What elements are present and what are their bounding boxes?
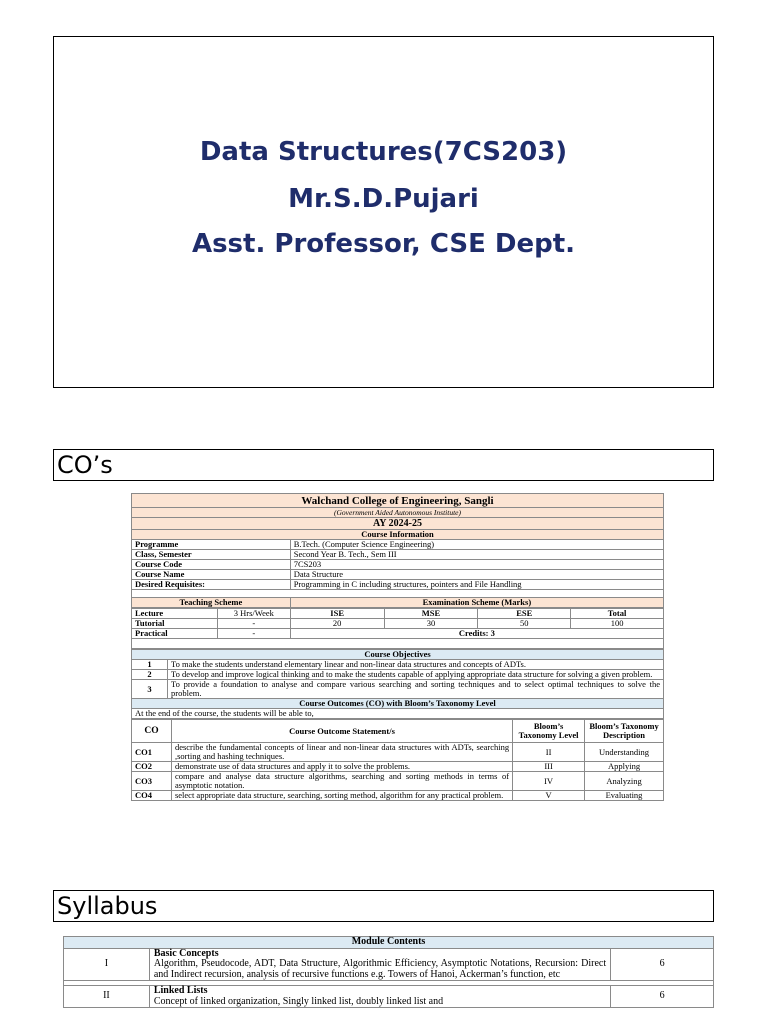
module-number: II xyxy=(64,986,150,1008)
outcome-level: II xyxy=(513,743,585,762)
syllabus-sheet xyxy=(63,936,714,1008)
outcome-description: Evaluating xyxy=(585,791,664,801)
teaching-label: Practical xyxy=(132,629,218,639)
teaching-label: Lecture xyxy=(132,609,218,619)
outcome-header-co: CO xyxy=(132,720,172,743)
title-slide xyxy=(53,36,714,388)
exam-header: ISE xyxy=(290,609,384,619)
syllabus-slide-header: Syllabus xyxy=(53,890,714,922)
objectives-title: Course Objectives xyxy=(132,650,664,660)
outcomes-table xyxy=(131,719,664,801)
outcome-level: V xyxy=(513,791,585,801)
exam-header: MSE xyxy=(384,609,478,619)
outcome-header-description: Bloom’s Taxonomy Description xyxy=(585,720,664,743)
exam-value: 20 xyxy=(290,619,384,629)
info-value: Data Structure xyxy=(290,570,663,580)
module-text: Concept of linked organization, Singly linked list, doubly linked list and xyxy=(153,995,444,1007)
instructor-name: Mr.S.D.Pujari xyxy=(288,184,479,214)
outcome-description: Analyzing xyxy=(585,772,664,791)
scheme-table xyxy=(131,608,664,649)
outcome-header-level: Bloom’s Taxonomy Level xyxy=(513,720,585,743)
syllabus-table xyxy=(63,936,714,1008)
outcome-level: IV xyxy=(513,772,585,791)
teaching-value: 3 Hrs/Week xyxy=(217,609,290,619)
objective-number: 3 xyxy=(132,680,168,699)
outcome-code: CO2 xyxy=(132,762,172,772)
course-information-sheet xyxy=(131,493,664,801)
course-title: Data Structures(7CS203) xyxy=(199,137,568,167)
exam-scheme-title: Examination Scheme (Marks) xyxy=(290,598,663,608)
college-name: Walchand College of Engineering, Sangli xyxy=(132,494,664,508)
info-value: Programming in C including structures, pointers and File Handling xyxy=(290,580,663,590)
info-value: B.Tech. (Computer Science Engineering) xyxy=(290,540,663,550)
exam-value: 100 xyxy=(571,619,664,629)
outcome-code: CO4 xyxy=(132,791,172,801)
academic-year: AY 2024-25 xyxy=(132,518,664,530)
outcome-code: CO3 xyxy=(132,772,172,791)
module-title: Linked Lists xyxy=(153,985,208,996)
exam-value: 30 xyxy=(384,619,478,629)
module-hours: 6 xyxy=(611,948,714,981)
info-label: Course Code xyxy=(132,560,291,570)
objective-number: 2 xyxy=(132,670,168,680)
outcome-text: describe the fundamental concepts of linear and non-linear data structures with ADTs, searching ,sorting and hashing techniques. xyxy=(171,743,512,762)
college-subtitle: (Government Aided Autonomous Institute) xyxy=(132,508,664,518)
module-number: I xyxy=(64,948,150,981)
outcome-header-statement: Course Outcome Statement/s xyxy=(171,720,512,743)
info-label: Desired Requisites: xyxy=(132,580,291,590)
outcome-description: Applying xyxy=(585,762,664,772)
info-label: Course Name xyxy=(132,570,291,580)
course-info-table xyxy=(131,493,664,608)
module-title: Basic Concepts xyxy=(153,947,219,959)
teaching-value: - xyxy=(217,619,290,629)
info-value: 7CS203 xyxy=(290,560,663,570)
objective-text: To develop and improve logical thinking and to make the students capable of applying appropriate data structure for solving a given problem. xyxy=(168,670,664,680)
objectives-table xyxy=(131,649,664,719)
exam-header: Total xyxy=(571,609,664,619)
teaching-scheme-title: Teaching Scheme xyxy=(132,598,291,608)
outcome-code: CO1 xyxy=(132,743,172,762)
outcome-text: compare and analyse data structure algorithms, searching and sorting methods in terms of asymptotic notation. xyxy=(171,772,512,791)
objective-text: To make the students understand elementary linear and non-linear data structures and concepts of ADTs. xyxy=(168,660,664,670)
outcome-description: Understanding xyxy=(585,743,664,762)
outcomes-title: Course Outcomes (CO) with Bloom’s Taxonomy Level xyxy=(132,699,664,709)
cos-slide-header: CO’s xyxy=(53,449,714,481)
module-contents-header: Module Contents xyxy=(64,937,714,949)
exam-value: 50 xyxy=(478,619,571,629)
info-value: Second Year B. Tech., Sem III xyxy=(290,550,663,560)
module-text: Algorithm, Pseudocode, ADT, Data Structure, Algorithmic Efficiency, Asymptotic Notations, Recursion: Direct and Indirect recursion, analysis of recursive functions e.g. Towers of Hanoi, Ackerman’s function, etc xyxy=(153,958,607,980)
info-label: Class, Semester xyxy=(132,550,291,560)
outcomes-intro: At the end of the course, the students will be able to, xyxy=(132,709,664,719)
module-hours: 6 xyxy=(611,986,714,1008)
outcome-level: III xyxy=(513,762,585,772)
objective-text: To provide a foundation to analyse and compare various searching and sorting techniques and to select optimal techniques to solve the problem. xyxy=(168,680,664,699)
course-info-title: Course Information xyxy=(132,530,664,540)
instructor-designation: Asst. Professor, CSE Dept. xyxy=(191,229,576,259)
objective-number: 1 xyxy=(132,660,168,670)
credits: Credits: 3 xyxy=(290,629,663,639)
info-label: Programme xyxy=(132,540,291,550)
outcome-text: demonstrate use of data structures and apply it to solve the problems. xyxy=(171,762,512,772)
outcome-text: select appropriate data structure, searching, sorting method, algorithm for any practical problem. xyxy=(171,791,512,801)
teaching-value: - xyxy=(217,629,290,639)
exam-header: ESE xyxy=(478,609,571,619)
teaching-label: Tutorial xyxy=(132,619,218,629)
